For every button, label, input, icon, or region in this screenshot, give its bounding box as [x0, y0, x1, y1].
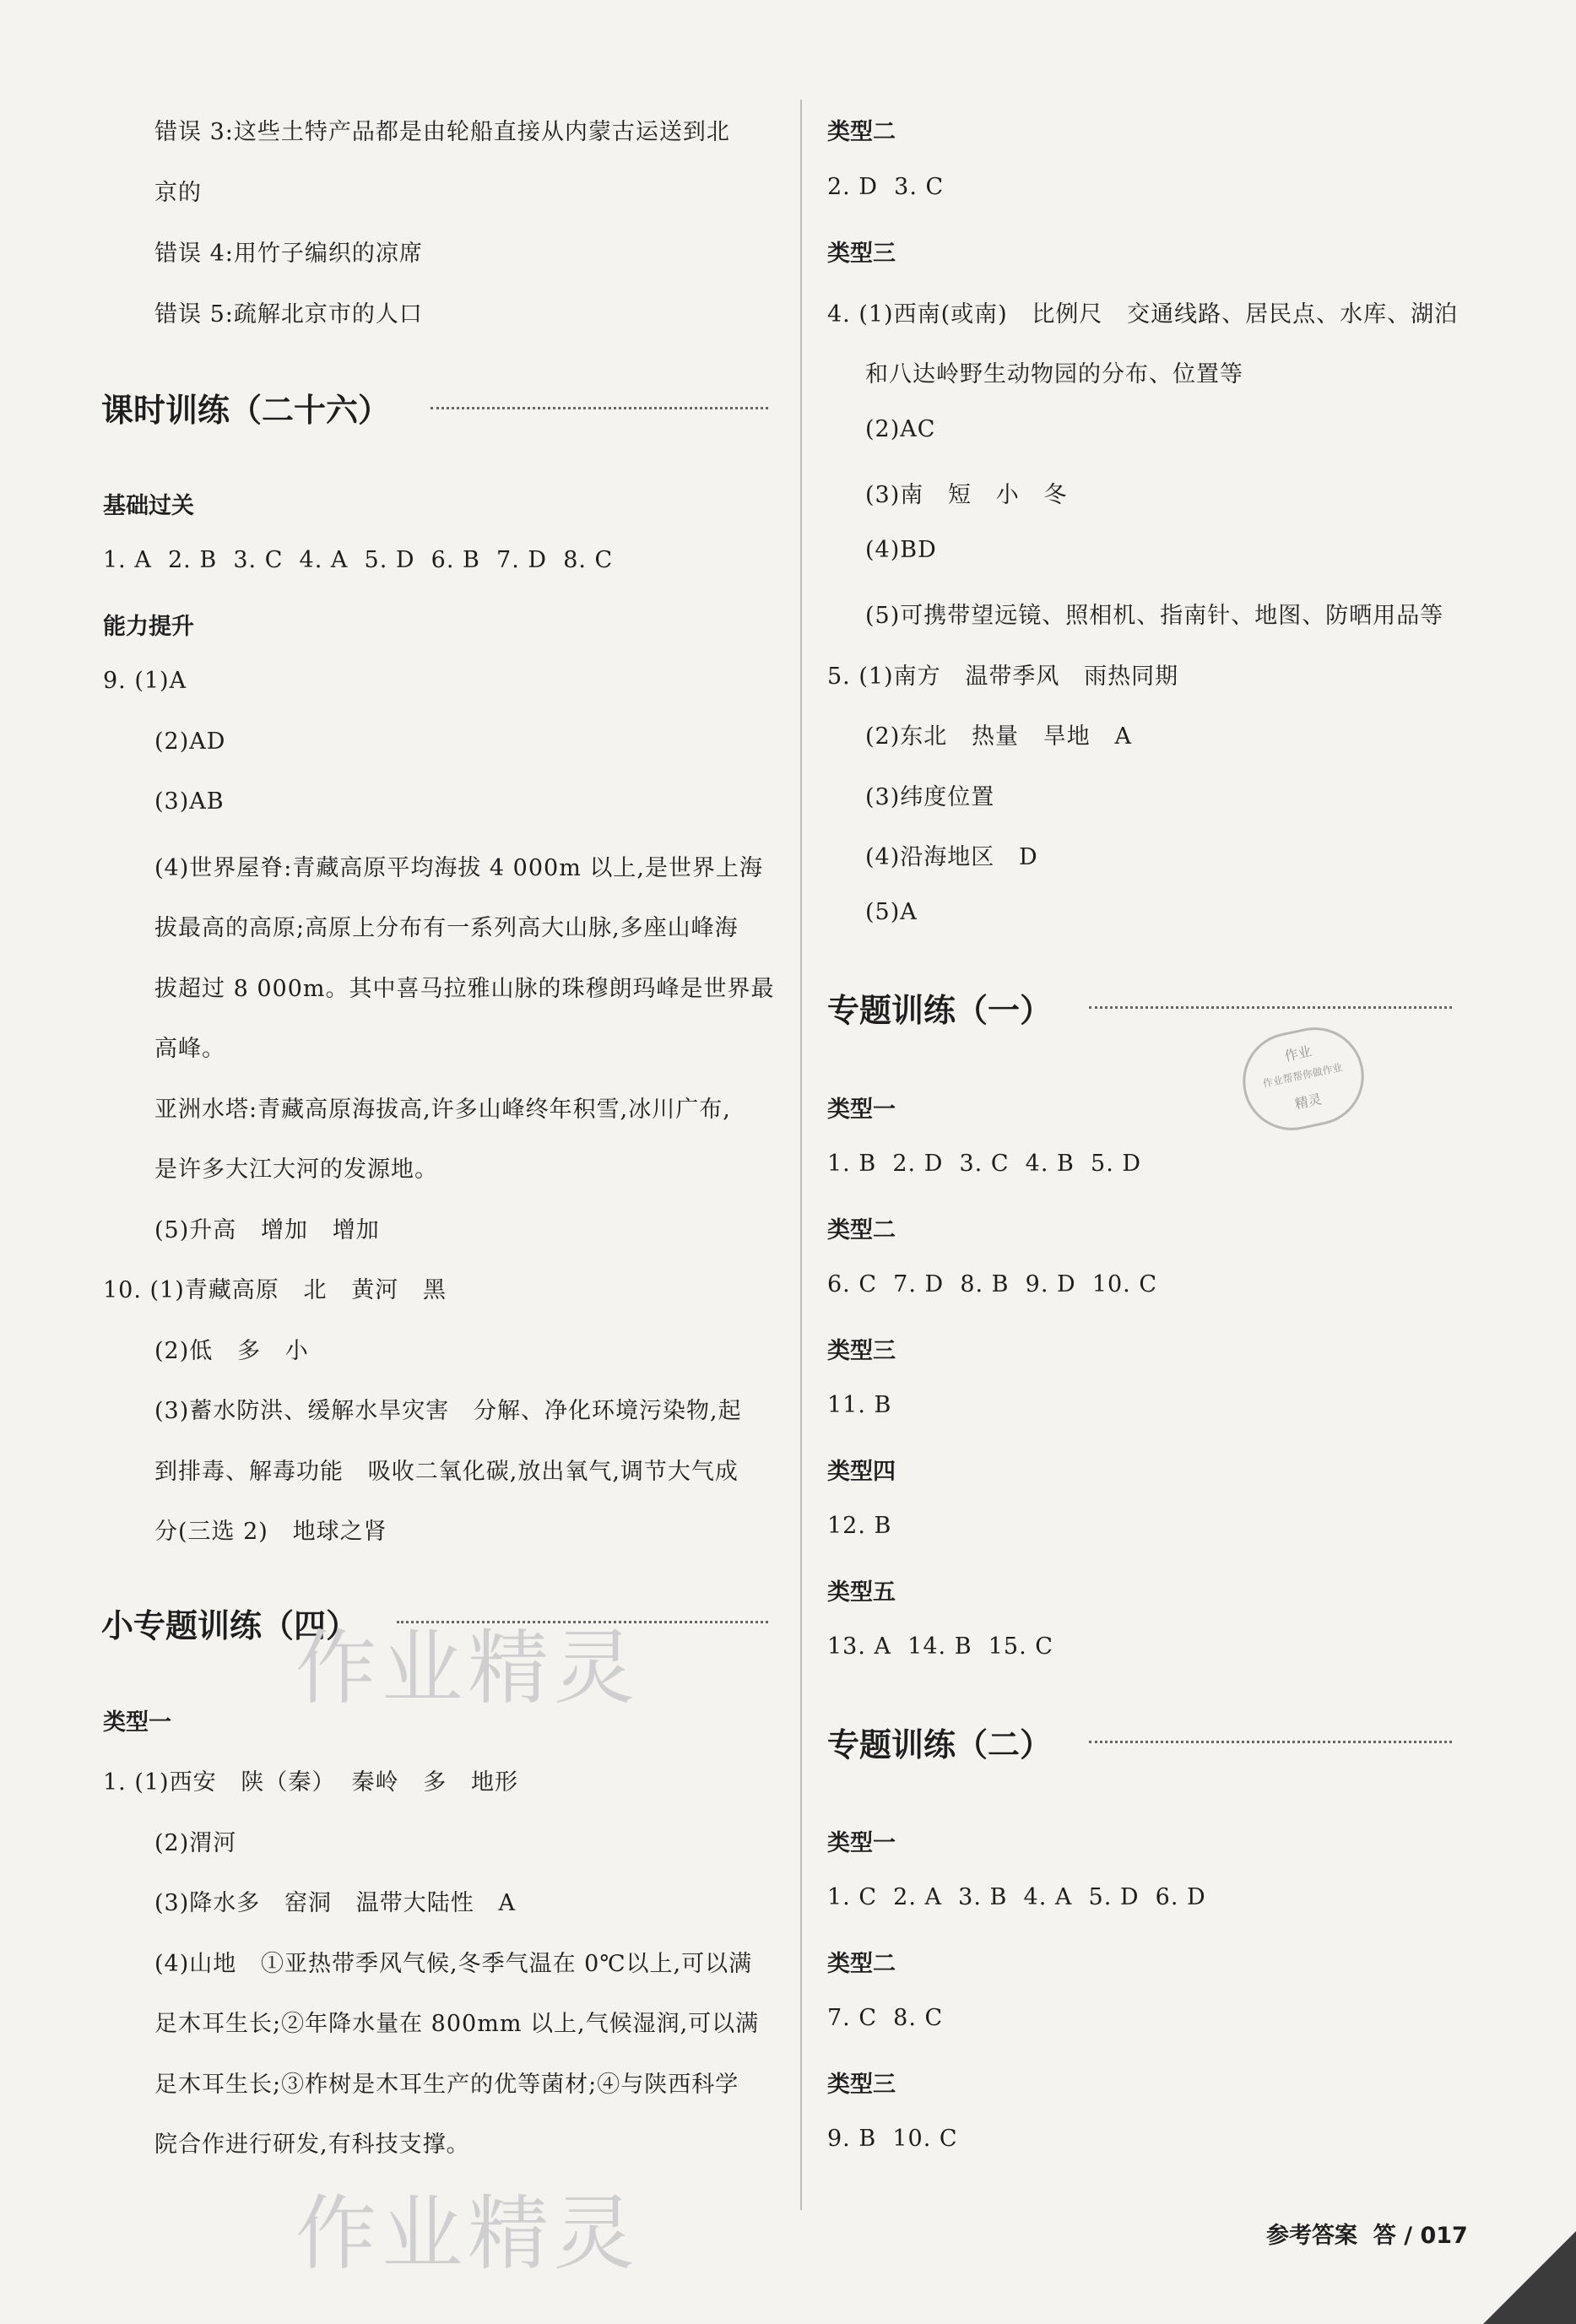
- error-line: 错误 3:这些土特产品都是由轮船直接从内蒙古运送到北: [154, 119, 730, 145]
- answer-line: (3)纬度位置: [865, 784, 995, 810]
- answer-line: 7. C 8. C: [827, 2005, 944, 2031]
- subheading: 能力提升: [103, 614, 194, 640]
- section-title: 课时训练（二十六）: [101, 392, 391, 429]
- answer-line: (3)AB: [154, 788, 225, 815]
- stamp-text: 作业帮帮你做作业: [1261, 1061, 1344, 1090]
- answer-line: 分(三选 2) 地球之肾: [154, 1519, 387, 1545]
- answer-line: (5)可携带望远镜、照相机、指南针、地图、防晒用品等: [865, 603, 1444, 629]
- dotted-rule: [431, 407, 768, 409]
- answer-line: (5)A: [865, 899, 918, 925]
- answer-line: (3)蓄水防洪、缓解水旱灾害 分解、净化环境污染物,起: [154, 1398, 742, 1424]
- answer-line: (4)世界屋脊:青藏高原平均海拔 4 000m 以上,是世界上海: [154, 855, 763, 881]
- answer-line: 10. (1)青藏高原 北 黄河 黑: [103, 1277, 447, 1303]
- stamp-logo: [1234, 1018, 1373, 1139]
- answer-line: 1. A 2. B 3. C 4. A 5. D 6. B 7. D 8. C: [103, 547, 614, 573]
- answer-line: 13. A 14. B 15. C: [827, 1633, 1053, 1660]
- dotted-rule: [1089, 1741, 1452, 1743]
- subheading: 类型二: [827, 1217, 896, 1243]
- answer-line: 高峰。: [154, 1036, 225, 1062]
- answer-line: (2)低 多 小: [154, 1338, 309, 1364]
- answer-line: 亚洲水塔:青藏高原海拔高,许多山峰终年积雪,冰川广布,: [154, 1097, 731, 1123]
- page-footer: 参考答案 答 / 017: [1266, 2223, 1468, 2249]
- subheading: 类型二: [827, 119, 896, 145]
- answer-line: (5)升高 增加 增加: [154, 1217, 380, 1243]
- error-line: 错误 5:疏解北京市的人口: [154, 301, 423, 328]
- answer-line: 1. C 2. A 3. B 4. A 5. D 6. D: [827, 1884, 1206, 1910]
- answer-line: 12. B: [827, 1513, 892, 1539]
- watermark: 作业精灵: [295, 1621, 640, 1715]
- answer-line: (2)渭河: [154, 1830, 237, 1856]
- answer-line: (4)沿海地区 D: [865, 844, 1038, 870]
- answer-line: 1. (1)西安 陕（秦） 秦岭 多 地形: [103, 1769, 518, 1796]
- error-line: 京的: [154, 180, 202, 206]
- corner-tab: [1483, 2231, 1576, 2324]
- stamp-text: 作业: [1283, 1043, 1313, 1064]
- answer-line: 4. (1)西南(或南) 比例尺 交通线路、居民点、水库、湖泊: [827, 301, 1459, 328]
- answer-line: 院合作进行研发,有科技支撑。: [154, 2132, 470, 2158]
- answer-line: 到排毒、解毒功能 吸收二氧化碳,放出氧气,调节大气成: [154, 1459, 739, 1485]
- subheading: 类型一: [103, 1709, 171, 1736]
- answer-line: 11. B: [827, 1392, 892, 1418]
- answer-line: 6. C 7. D 8. B 9. D 10. C: [827, 1271, 1158, 1297]
- answer-line: 9. (1)A: [103, 668, 187, 694]
- section-title: 小专题训练（四）: [101, 1607, 359, 1644]
- subheading: 类型五: [827, 1579, 896, 1606]
- answer-line: (2)AC: [865, 416, 936, 442]
- subheading: 类型三: [827, 241, 896, 267]
- answer-line: (4)山地 ①亚热带季风气候,冬季气温在 0℃以上,可以满: [154, 1951, 753, 1977]
- answer-line: 足木耳生长;②年降水量在 800mm 以上,气候湿润,可以满: [154, 2011, 760, 2037]
- subheading: 类型一: [827, 1830, 896, 1856]
- section-title: 专题训练（一）: [827, 992, 1053, 1029]
- watermark: 作业精灵: [295, 2186, 640, 2281]
- answer-line: (4)BD: [865, 537, 937, 563]
- answer-line: 9. B 10. C: [827, 2126, 958, 2152]
- answer-line: 和八达岭野生动物园的分布、位置等: [865, 361, 1243, 387]
- stamp-text: 精灵: [1293, 1091, 1324, 1113]
- subheading: 类型三: [827, 2072, 896, 2098]
- answer-line: 拔最高的高原;高原上分布有一系列高大山脉,多座山峰海: [154, 915, 739, 941]
- column-divider: [800, 100, 802, 2210]
- subheading: 类型四: [827, 1459, 896, 1485]
- answer-line: 1. B 2. D 3. C 4. B 5. D: [827, 1151, 1142, 1177]
- dotted-rule: [1089, 1006, 1452, 1009]
- answer-line: 5. (1)南方 温带季风 雨热同期: [827, 664, 1179, 690]
- answer-line: (3)南 短 小 冬: [865, 482, 1068, 508]
- answer-line: 是许多大江大河的发源地。: [154, 1157, 438, 1183]
- subheading: 基础过关: [103, 493, 194, 519]
- answer-line: (2)东北 热量 旱地 A: [865, 723, 1132, 750]
- answer-line: (3)降水多 窑洞 温带大陆性 A: [154, 1890, 516, 1916]
- answer-line: 足木耳生长;③柞树是木耳生产的优等菌材;④与陕西科学: [154, 2072, 739, 2098]
- subheading: 类型二: [827, 1951, 896, 1977]
- subheading: 类型一: [827, 1097, 896, 1123]
- section-title: 专题训练（二）: [827, 1726, 1053, 1763]
- answer-line: 拔超过 8 000m。其中喜马拉雅山脉的珠穆朗玛峰是世界最: [154, 976, 775, 1002]
- answer-line: (2)AD: [154, 729, 226, 755]
- error-line: 错误 4:用竹子编织的凉席: [154, 241, 423, 267]
- answer-line: 2. D 3. C: [827, 174, 945, 200]
- subheading: 类型三: [827, 1338, 896, 1364]
